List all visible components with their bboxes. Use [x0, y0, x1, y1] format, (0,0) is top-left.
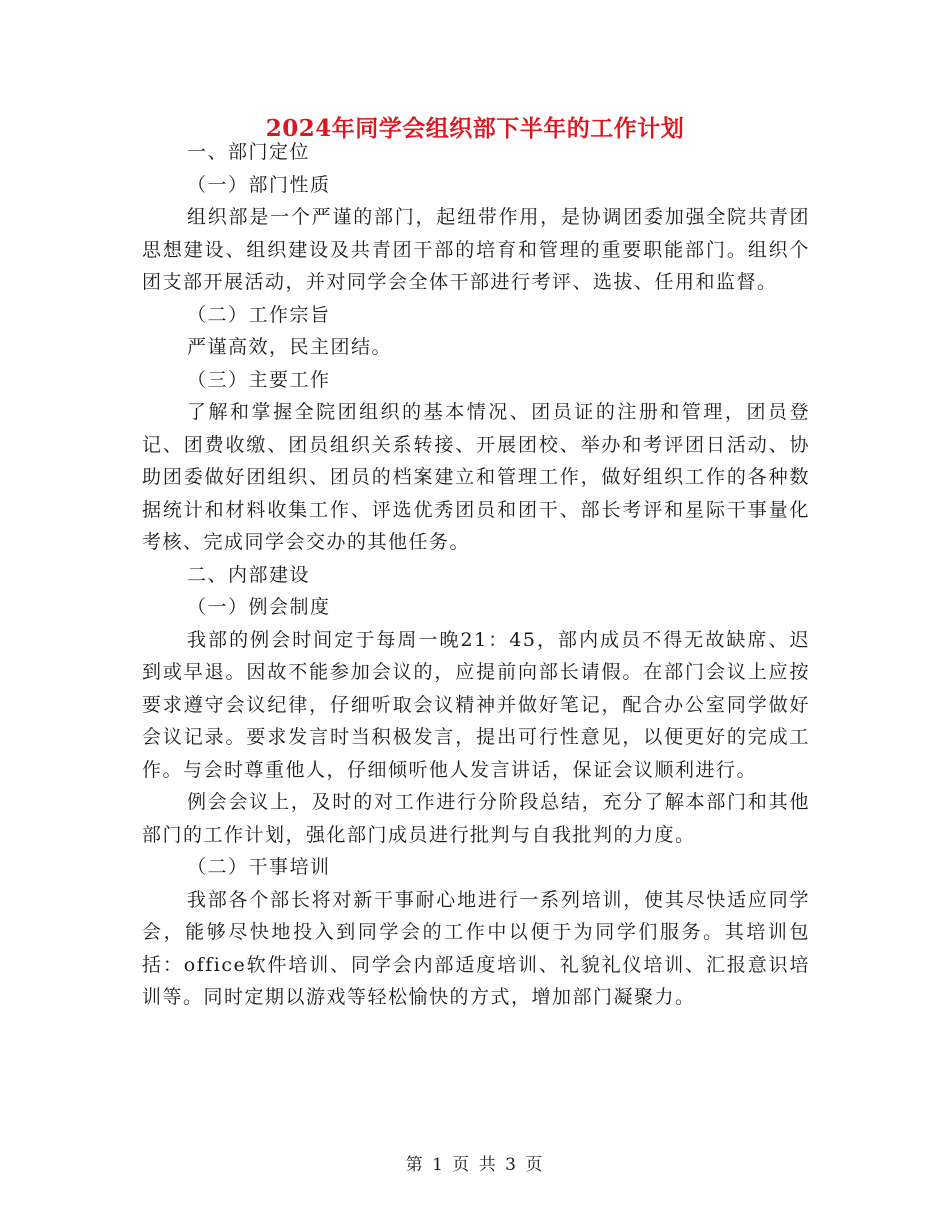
body-paragraph: 我部各个部长将对新干事耐心地进行一系列培训，使其尽快适应同学会，能够尽快地投入到同学会的工作中以便于为同学们服务。其培训包括：office软件培训、同学会内部适度培训、礼貌礼仪培训、汇报意识培训等。同时定期以游戏等轻松愉快的方式，增加部门凝聚力。: [142, 888, 810, 1008]
subsection-heading: （一）部门性质: [187, 173, 331, 196]
section-heading-1: 一、部门定位: [187, 141, 311, 163]
subsection-heading: （三）主要工作: [187, 368, 331, 391]
subsection-heading: （二）工作宗旨: [187, 303, 331, 326]
document-body: [142, 136, 810, 1014]
subsection-heading: （二）干事培训: [187, 856, 331, 878]
section-heading-2: 二、内部建设: [187, 563, 311, 586]
page-footer: 第 1 页 共 3 页: [405, 1155, 545, 1175]
subsection-heading: （一）例会制度: [187, 596, 331, 618]
body-paragraph: 组织部是一个严谨的部门，起纽带作用，是协调团委加强全院共青团思想建设、组织建设及共青团干部的培育和管理的重要职能部门。组织个团支部开展活动，并对同学会全体干部进行考评、选拔、任用和监督。: [142, 206, 810, 293]
body-paragraph: 严谨高效，民主团结。: [187, 336, 393, 358]
body-paragraph: 例会会议上，及时的对工作进行分阶段总结，充分了解本部门和其他部门的工作计划，强化部门成员进行批判与自我批判的力度。: [142, 791, 810, 846]
body-paragraph: 了解和掌握全院团组织的基本情况、团员证的注册和管理，团员登记、团费收缴、团员组织关系转接、开展团校、举办和考评团日活动、协助团委做好团组织、团员的档案建立和管理工作，做好组织工作的各种数据统计和材料收集工作、评选优秀团员和团干、部长考评和星际干事量化考核、完成同学会交办的其他任务。: [142, 401, 810, 553]
body-paragraph: 我部的例会时间定于每周一晚21：45，部内成员不得无故缺席、迟到或早退。因故不能参加会议的，应提前向部长请假。在部门会议上应按要求遵守会议纪律，仔细听取会议精神并做好笔记，配合办公室同学做好会议记录。要求发言时当积极发言，提出可行性意见，以便更好的完成工作。与会时尊重他人，仔细倾听他人发言讲话，保证会议顺利进行。: [142, 628, 810, 781]
document-title: 2024年同学会组织部下半年的工作计划: [265, 115, 685, 142]
